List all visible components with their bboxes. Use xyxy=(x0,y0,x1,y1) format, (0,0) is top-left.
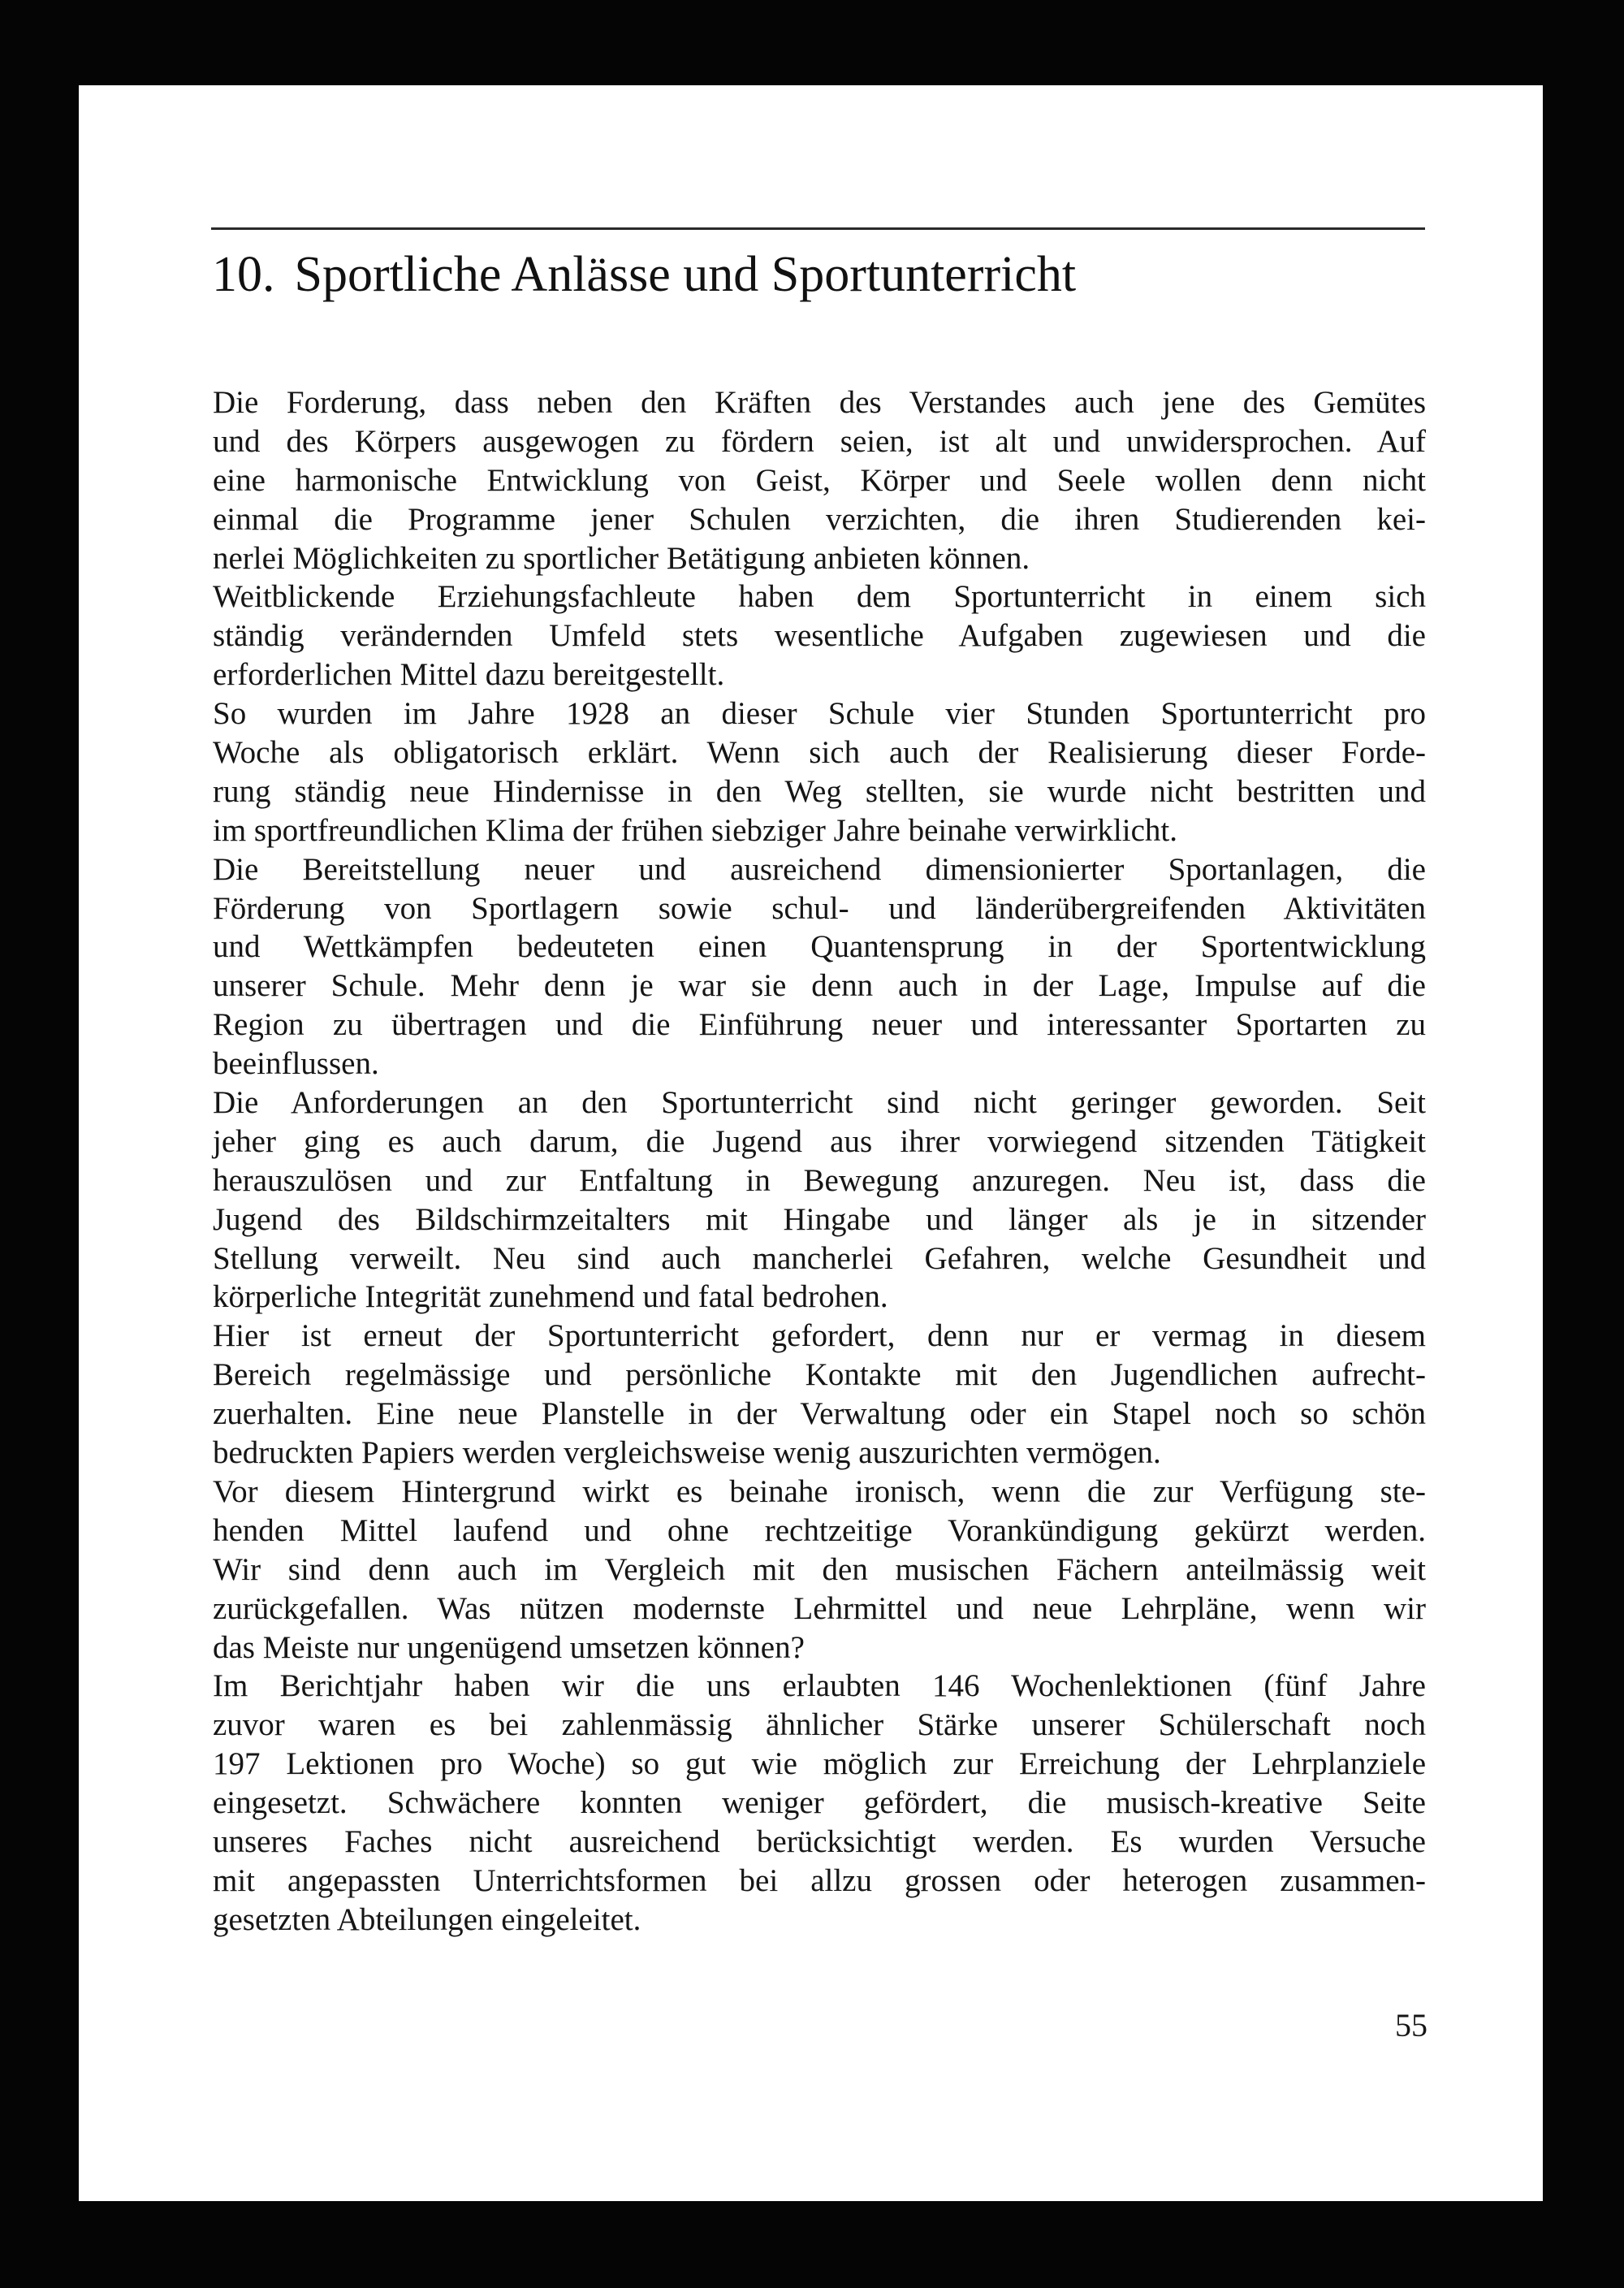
text-line: das Meiste nur ungenügend umsetzen können? xyxy=(213,1629,805,1665)
text-line: Die Anforderungen an den Sportunterricht sind nicht geringer geworden. Seit xyxy=(213,1085,1426,1121)
text-line: henden Mittel laufend und ohne rechtzeitige Vorankündigung gekürzt werden. xyxy=(213,1512,1426,1548)
text-line: erforderlichen Mittel dazu bereitgestellt. xyxy=(213,657,725,693)
text-line: Vor diesem Hintergrund wirkt es beinahe ironisch, wenn die zur Verfügung ste- xyxy=(213,1473,1426,1509)
text-line: körperliche Integrität zunehmend und fatal bedrohen. xyxy=(213,1279,888,1315)
chapter-rule xyxy=(211,227,1425,230)
text-line: zurückgefallen. Was nützen modernste Lehrmittel und neue Lehrpläne, wenn wir xyxy=(213,1590,1426,1626)
text-line: Jugend des Bildschirmzeitalters mit Hingabe und länger als je in sitzender xyxy=(213,1201,1426,1237)
chapter-heading xyxy=(212,246,1076,304)
text-line: Weitblickende Erziehungsfachleute haben dem Sportunterricht in einem sich xyxy=(213,579,1426,615)
document-page xyxy=(79,85,1543,2201)
text-line: bedruckten Papiers werden vergleichsweise wenig auszurichten vermögen. xyxy=(213,1435,1161,1471)
text-line: Region zu übertragen und die Einführung neuer und interessanter Sportarten zu xyxy=(213,1007,1426,1043)
text-line: unserer Schule. Mehr denn je war sie denn auch in der Lage, Impulse auf die xyxy=(213,968,1426,1004)
text-line: ständig verändernden Umfeld stets wesentliche Aufgaben zugewiesen und die xyxy=(213,618,1426,654)
text-line: Im Berichtjahr haben wir die uns erlaubten 146 Wochenlektionen (fünf Jahre xyxy=(213,1668,1426,1704)
text-line: Hier ist erneut der Sportunterricht gefordert, denn nur er vermag in diesem xyxy=(213,1318,1426,1354)
text-line: eine harmonische Entwicklung von Geist, Körper und Seele wollen denn nicht xyxy=(213,462,1426,498)
text-line: Woche als obligatorisch erklärt. Wenn sich auch der Realisierung dieser Forde- xyxy=(213,735,1426,771)
text-line: mit angepassten Unterrichtsformen bei allzu grossen oder heterogen zusammen- xyxy=(213,1862,1426,1898)
text-line: beeinflussen. xyxy=(213,1046,379,1082)
text-line: einmal die Programme jener Schulen verzichten, die ihren Studierenden kei- xyxy=(213,501,1426,537)
text-line: Wir sind denn auch im Vergleich mit den musischen Fächern anteilmässig weit xyxy=(213,1551,1426,1587)
text-line: zuerhalten. Eine neue Planstelle in der Verwaltung oder ein Stapel noch so schön xyxy=(213,1396,1426,1432)
text-line: nerlei Möglichkeiten zu sportlicher Betätigung anbieten können. xyxy=(213,540,1030,576)
chapter-number: 10. xyxy=(212,247,275,302)
text-line: zuvor waren es bei zahlenmässig ähnlicher Stärke unserer Schülerschaft noch xyxy=(213,1707,1426,1743)
text-line: und des Körpers ausgewogen zu fördern seien, ist alt und unwidersprochen. Auf xyxy=(213,423,1426,459)
text-line: jeher ging es auch darum, die Jugend aus ihrer vorwiegend sitzenden Tätigkeit xyxy=(213,1123,1426,1159)
text-line: Die Forderung, dass neben den Kräften des Verstandes auch jene des Gemütes xyxy=(213,385,1426,420)
text-line: im sportfreundlichen Klima der frühen siebziger Jahre beinahe verwirklicht. xyxy=(213,812,1177,848)
text-line: herauszulösen und zur Entfaltung in Bewegung anzuregen. Neu ist, dass die xyxy=(213,1162,1426,1198)
text-line: Bereich regelmässige und persönliche Kontakte mit den Jugendlichen aufrecht- xyxy=(213,1357,1426,1393)
body-text xyxy=(213,383,1426,1940)
text-line: gesetzten Abteilungen eingeleitet. xyxy=(213,1901,641,1937)
text-line: So wurden im Jahre 1928 an dieser Schule vier Stunden Sportunterricht pro xyxy=(213,696,1426,732)
text-line: 197 Lektionen pro Woche) so gut wie möglich zur Erreichung der Lehrplanziele xyxy=(213,1746,1426,1782)
text-line: Die Bereitstellung neuer und ausreichend dimensionierter Sportanlagen, die xyxy=(213,851,1426,887)
page-number: 55 xyxy=(1395,2007,1427,2044)
text-line: rung ständig neue Hindernisse in den Weg stellten, sie wurde nicht bestritten und xyxy=(213,773,1426,809)
text-line: Stellung verweilt. Neu sind auch mancherlei Gefahren, welche Gesundheit und xyxy=(213,1240,1426,1276)
text-line: unseres Faches nicht ausreichend berücksichtigt werden. Es wurden Versuche xyxy=(213,1823,1426,1859)
text-line: Förderung von Sportlagern sowie schul- und länderübergreifenden Aktivitäten xyxy=(213,890,1426,926)
text-line: und Wettkämpfen bedeuteten einen Quantensprung in der Sportentwicklung xyxy=(213,929,1426,965)
text-line: eingesetzt. Schwächere konnten weniger gefördert, die musisch-kreative Seite xyxy=(213,1785,1426,1821)
chapter-title: Sportliche Anlässe und Sportunterricht xyxy=(294,247,1077,302)
